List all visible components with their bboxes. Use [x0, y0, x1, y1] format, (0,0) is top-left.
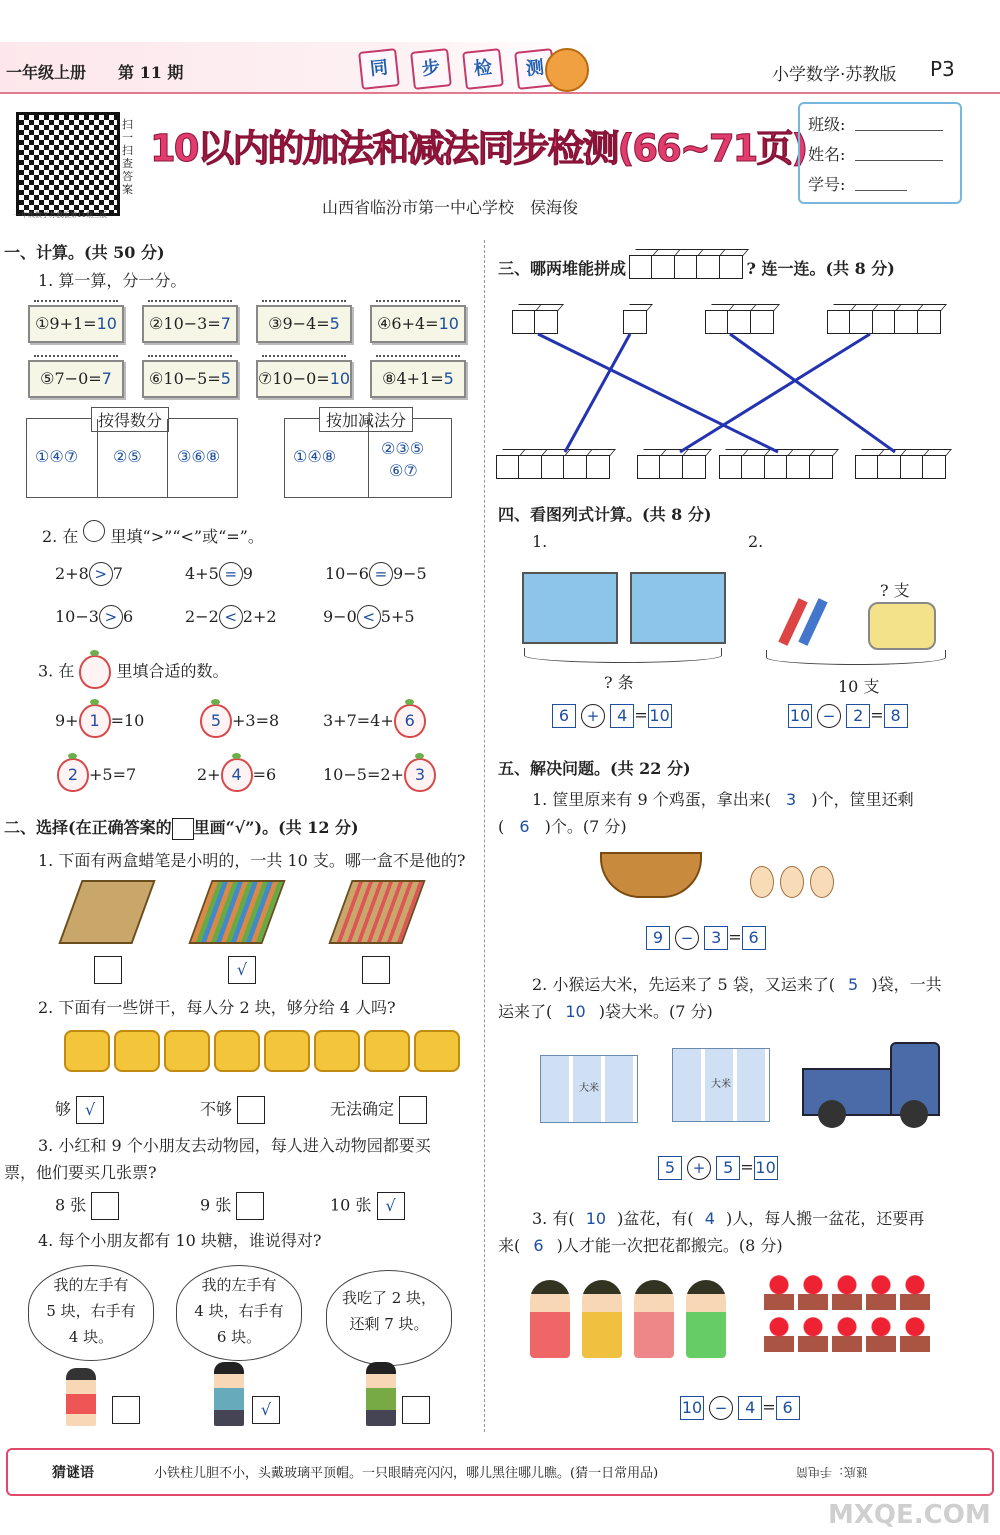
flower-pot-icon — [798, 1274, 828, 1310]
sort-cell[interactable]: ②⑤ — [113, 447, 142, 466]
sort-cell[interactable]: ①④⑧ — [293, 447, 337, 466]
children-group — [530, 1280, 726, 1358]
option: 8 张 — [55, 1192, 119, 1220]
compare-item: 10−6 = 9−5 — [325, 562, 427, 586]
card-answer[interactable]: 5 — [329, 314, 340, 333]
fish-tank-icon — [630, 572, 726, 644]
child-icon — [634, 1280, 674, 1358]
biscuit-icon — [64, 1030, 110, 1072]
section4-title: 四、看图列式计算。(共 8 分) — [498, 505, 712, 524]
biscuits — [64, 1030, 460, 1072]
sort-cell[interactable]: ②③⑤ — [381, 439, 425, 458]
riddle-text: 小铁柱儿胆不小，头戴玻璃平顶帽。一只眼睛亮闪闪，哪儿黑往哪儿瞧。(猜一日常用品) — [154, 1466, 659, 1481]
card-answer[interactable]: 5 — [220, 369, 231, 388]
class-label: 班级: — [808, 115, 846, 134]
fill-item: 10−5=2+ 3 — [323, 758, 436, 792]
boy-icon — [366, 1362, 396, 1426]
fill-rows — [55, 704, 475, 794]
fill-item: 3+7=4+ 6 — [323, 704, 426, 738]
card-answer[interactable]: 7 — [101, 369, 112, 388]
s4-label-1: 1. — [532, 532, 548, 551]
speech-bubble: 我吃了 2 块， 还剩 7 块。 — [326, 1270, 452, 1366]
girl-icon — [66, 1368, 96, 1426]
flower-pot-icon — [900, 1274, 930, 1310]
brace — [524, 648, 722, 663]
match-line — [680, 334, 870, 452]
match-line — [730, 334, 895, 452]
fish-tank-icon — [522, 572, 618, 644]
s2-q1: 1. 下面有两盒蜡笔是小明的，一共 10 支。哪一盒不是他的? — [38, 851, 466, 870]
section2-title: 二、选择(在正确答案的 里画“√”)。(共 12 分) — [4, 815, 359, 840]
flower-pot-icon — [866, 1316, 896, 1352]
speech-bubble: 我的左手有 5 块，右手有 4 块。 — [28, 1265, 154, 1361]
biscuit-icon — [364, 1030, 410, 1072]
flower-pot-icon — [832, 1274, 862, 1310]
brace — [766, 650, 946, 665]
section1-title: 一、计算。(共 50 分) — [4, 243, 165, 262]
s2-q4: 4. 每个小朋友都有 10 块糖，谁说得对? — [38, 1231, 322, 1250]
grade-label: 一年级上册 — [6, 63, 87, 82]
boy-icon — [214, 1362, 244, 1426]
compare-rows — [55, 562, 475, 632]
compare-item: 2−2 < 2+2 — [185, 605, 277, 629]
fill-item: 5 +3=8 — [200, 704, 279, 738]
biscuit-icon — [164, 1030, 210, 1072]
tile-2: 步 — [410, 48, 452, 90]
calc-card: ⑧4+1=5 — [370, 360, 466, 398]
p2-caption: 10 支 — [838, 677, 880, 696]
calc-card: ⑦10−0=10 — [256, 360, 352, 398]
biscuit-icon — [414, 1030, 460, 1072]
compare-item: 2+8 > 7 — [55, 562, 123, 586]
equation-1: 6 + 4 = 10 — [552, 704, 672, 728]
eggs — [750, 866, 834, 898]
flower-pots — [764, 1274, 930, 1352]
card-answer[interactable]: 10 — [438, 314, 459, 333]
issue-label: 第 11 期 — [118, 63, 184, 82]
watermark: MXQE.COM — [828, 1500, 991, 1530]
rice-bags-icon: 大米 — [540, 1055, 638, 1123]
answer-checkbox[interactable] — [94, 956, 122, 984]
card-answer[interactable]: 5 — [443, 369, 454, 388]
author-line: 山西省临汾市第一中心学校 侯海俊 — [322, 198, 579, 217]
answer-checkbox[interactable]: √ — [228, 956, 256, 984]
calc-card: ⑥10−5=5 — [142, 360, 238, 398]
speech-bubble: 我的左手有 4 块，右手有 6 块。 — [176, 1265, 302, 1361]
pencil-case-icon — [868, 602, 936, 650]
sort-table-a-label: 按得数分 — [91, 407, 169, 432]
calc-card: ②10−3=7 — [142, 305, 238, 343]
matching-lines — [0, 0, 1000, 520]
option: 9 张 — [200, 1192, 264, 1220]
card-answer[interactable]: 10 — [96, 314, 117, 333]
biscuit-icon — [114, 1030, 160, 1072]
name-label: 姓名: — [808, 145, 846, 164]
qr-hint-4: 查答案 — [122, 157, 133, 196]
s5-q2-cont: 运来了( 10 )袋大米。(7 分) — [498, 1002, 713, 1021]
tile-3: 检 — [462, 48, 504, 90]
s5-q1-cont: ( 6 )个。(7 分) — [498, 817, 627, 836]
child-icon — [582, 1280, 622, 1358]
tile-4: 测 — [514, 48, 556, 90]
flower-pot-icon — [832, 1316, 862, 1352]
calc-card: ①9+1=10 — [28, 305, 124, 343]
egg-icon — [780, 866, 804, 898]
flower-pot-icon — [764, 1316, 794, 1352]
circle-icon — [83, 520, 105, 542]
s5-q1: 1. 筐里原来有 9 个鸡蛋，拿出来( 3 )个，筐里还剩 — [532, 790, 914, 809]
egg-basket-icon — [600, 852, 702, 898]
riddle-bar — [6, 1448, 994, 1496]
crayon-box-icon — [58, 880, 155, 944]
s4-label-2: 2. — [748, 532, 764, 551]
subject-label: 小学数学·苏教版 — [772, 65, 897, 85]
flower-pot-icon — [866, 1274, 896, 1310]
flower-pot-icon — [764, 1274, 794, 1310]
tile-1: 同 — [358, 48, 400, 90]
answer-checkbox[interactable] — [112, 1396, 140, 1424]
crayon-box-icon — [328, 880, 425, 944]
s2-q3: 3. 小红和 9 个小朋友去动物园，每人进入动物园都要买 — [38, 1136, 431, 1155]
sort-table-b-label: 按加减法分 — [319, 407, 413, 432]
crayon-box-icon — [188, 880, 285, 944]
equation-5: 10 − 4 = 6 — [680, 1396, 800, 1420]
s1-q2: 2. 在 里填“>”“<”或“=”。 — [42, 520, 264, 547]
option: 够 √ — [55, 1096, 104, 1124]
answer-checkbox[interactable] — [362, 956, 390, 984]
section3-title: 三、哪两堆能拼成 ? 连一连。(共 8 分) — [498, 255, 895, 279]
page-number: P3 — [930, 57, 955, 81]
option: 不够 — [200, 1096, 265, 1124]
riddle-label: 猜谜语 — [52, 1465, 94, 1481]
sort-cell[interactable]: ①④⑦ — [35, 447, 79, 466]
fill-item: 9+ 1 =10 — [55, 704, 144, 738]
flower-pot-icon — [900, 1316, 930, 1352]
s2-q2: 2. 下面有一些饼干，每人分 2 块，够分给 4 人吗? — [38, 998, 396, 1017]
flower-pot-icon — [798, 1316, 828, 1352]
biscuit-icon — [214, 1030, 260, 1072]
qr-hint-2: 一 — [122, 131, 133, 144]
calc-card: ⑤7−0=7 — [28, 360, 124, 398]
s5-q2: 2. 小猴运大米，先运来了 5 袋，又运来了( 5 )袋，一共 — [532, 975, 942, 994]
id-label: 学号: — [808, 175, 846, 194]
wheel-icon — [900, 1100, 928, 1128]
section5-title: 五、解决问题。(共 22 分) — [498, 759, 691, 778]
p1-caption: ? 条 — [604, 673, 634, 692]
card-answer[interactable]: 10 — [329, 369, 351, 388]
wheel-icon — [818, 1100, 846, 1128]
fill-item: 2 +5=7 — [57, 758, 136, 792]
compare-item: 10−3 > 6 — [55, 605, 133, 629]
equation-2: 10 − 2 = 8 — [788, 704, 908, 728]
s5-q3: 3. 有( 10 )盆花，有( 4 )人，每人搬一盆花，还要再 — [532, 1209, 925, 1228]
option: 10 张 √ — [330, 1192, 405, 1220]
sort-cell[interactable]: ⑥⑦ — [389, 461, 418, 480]
compare-item: 9−0 < 5+5 — [323, 605, 415, 629]
riddle-answer: 谜底：手电筒 — [796, 1465, 869, 1479]
qr-caption: 一年级数学苏教版第11期三版 — [14, 211, 107, 219]
child-icon — [686, 1280, 726, 1358]
egg-icon — [810, 866, 834, 898]
answer-checkbox[interactable] — [402, 1396, 430, 1424]
fill-item: 2+ 4 =6 — [197, 758, 276, 792]
qr-hint-1: 扫 — [122, 118, 133, 131]
biscuit-icon — [314, 1030, 360, 1072]
s1-q1: 1. 算一算，分一分。 — [38, 271, 187, 290]
checkbox-icon — [172, 818, 194, 840]
egg-icon — [750, 866, 774, 898]
s2-q3-cont: 票，他们要买几张票? — [4, 1163, 157, 1182]
equation-4: 5 + 5 = 10 — [658, 1156, 778, 1180]
card-answer[interactable]: 7 — [220, 314, 231, 333]
sort-cell[interactable]: ③⑥⑧ — [177, 447, 221, 466]
qr-hint-3: 扫 — [122, 144, 133, 157]
equation-3: 9 − 3 = 6 — [646, 926, 766, 950]
child-icon — [530, 1280, 570, 1358]
page-title: 10以内的加法和减法同步检测(66~71页) — [150, 127, 807, 170]
biscuit-icon — [264, 1030, 310, 1072]
calc-card: ④6+4=10 — [370, 305, 466, 343]
rice-bags-icon: 大米 — [672, 1048, 770, 1122]
p2-question: ? 支 — [880, 581, 910, 600]
answer-checkbox[interactable]: √ — [252, 1396, 280, 1424]
compare-item: 4+5 = 9 — [185, 562, 253, 586]
s5-q3-cont: 来( 6 )人才能一次把花都搬完。(8 分) — [498, 1236, 783, 1255]
calc-card: ③9−4=5 — [256, 305, 352, 343]
s1-q3: 3. 在 里填合适的数。 — [38, 655, 229, 689]
strawberry-icon — [79, 655, 111, 689]
option: 无法确定 — [330, 1096, 427, 1124]
